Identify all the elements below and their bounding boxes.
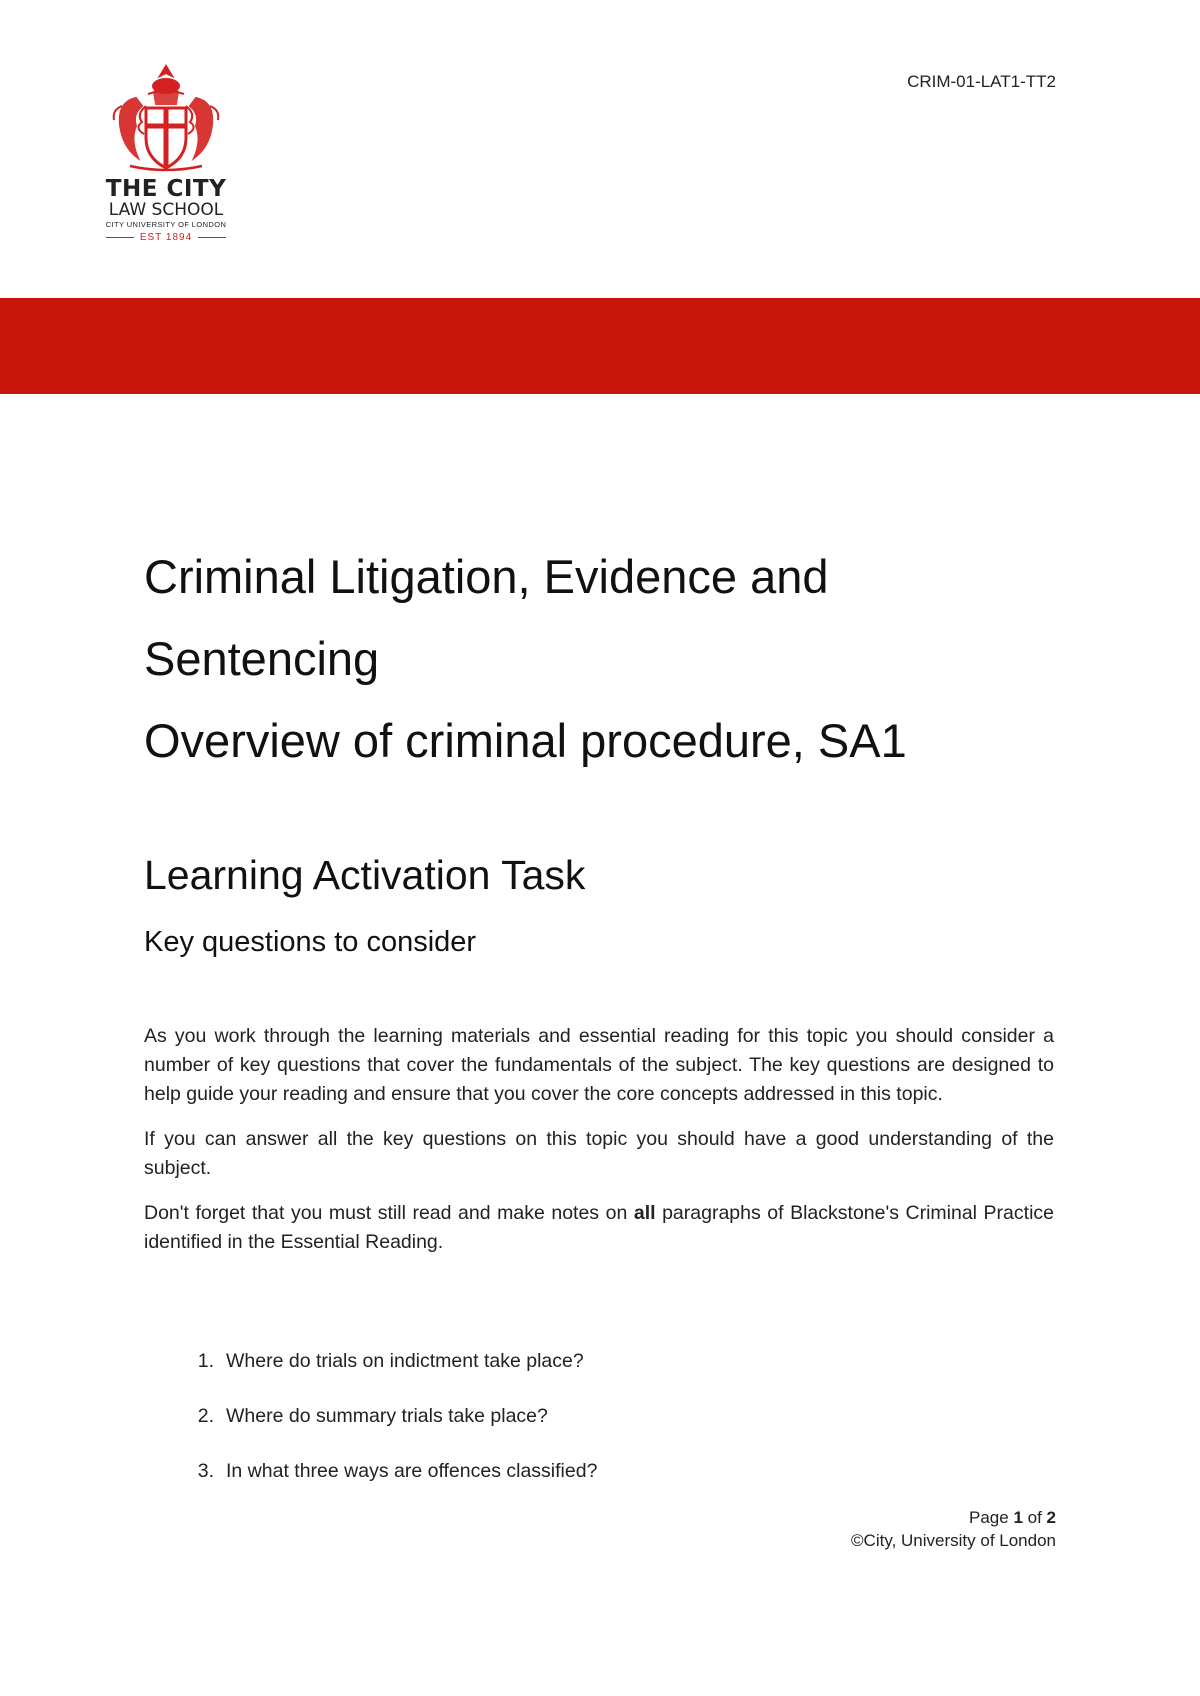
question-number: 2. (197, 1405, 214, 1427)
page-number (851, 1506, 1056, 1529)
intro-text (144, 1022, 1054, 1273)
paragraph-3 (144, 1199, 1054, 1257)
list-item (144, 1405, 1054, 1460)
document-title (144, 536, 1056, 782)
question-text: Where do summary trials take place? (226, 1405, 548, 1427)
logo-line-2: LAW SCHOOL (108, 200, 224, 220)
question-text: In what three ways are offences classified? (226, 1460, 598, 1482)
section-subheading: Key questions to consider (144, 926, 477, 958)
logo-est-text: EST 1894 (139, 232, 193, 243)
paragraph-3-end: paragraphs of Blackstone's Criminal Practice identified in the Essential Reading. (144, 1202, 1054, 1253)
page-footer (851, 1506, 1056, 1552)
paragraph-2: If you can answer all the key questions on this topic you should have a good understanding of the subject. (144, 1128, 1054, 1179)
title-line-3: Overview of criminal procedure, SA1 (144, 714, 907, 767)
list-item (144, 1350, 1054, 1405)
page-prefix: Page (969, 1508, 1014, 1527)
city-law-school-logo (96, 62, 236, 243)
logo-line-3: CITY UNIVERSITY OF LONDON (105, 220, 227, 229)
paragraph-1: As you work through the learning materials and essential reading for this topic you should consider a number of key questions that cover the fundamentals of the subject. The key questions are designed to help guide your reading and ensure that you cover the core concepts addressed in this topic. (144, 1025, 1054, 1105)
coat-of-arms-icon (96, 62, 236, 177)
document-code: CRIM-01-LAT1-TT2 (907, 72, 1056, 91)
page-current: 1 (1013, 1508, 1023, 1527)
question-text: Where do trials on indictment take place? (226, 1350, 584, 1372)
logo-line-1: THE CITY (105, 176, 227, 202)
paragraph-3-emphasis: all (633, 1202, 656, 1224)
paragraph-3-start: Don't forget that you must still read and make notes on (144, 1202, 634, 1224)
logo-est (96, 232, 236, 243)
title-line-2: Sentencing (144, 632, 380, 685)
red-banner (0, 298, 1200, 394)
page-of: of (1022, 1508, 1047, 1527)
key-questions-list (144, 1350, 1054, 1515)
question-number: 1. (197, 1350, 214, 1372)
question-number: 3. (197, 1460, 214, 1482)
page-total: 2 (1046, 1508, 1056, 1527)
section-heading: Learning Activation Task (144, 852, 586, 898)
copyright: ©City, University of London (851, 1531, 1056, 1550)
title-line-1: Criminal Litigation, Evidence and (144, 550, 829, 603)
